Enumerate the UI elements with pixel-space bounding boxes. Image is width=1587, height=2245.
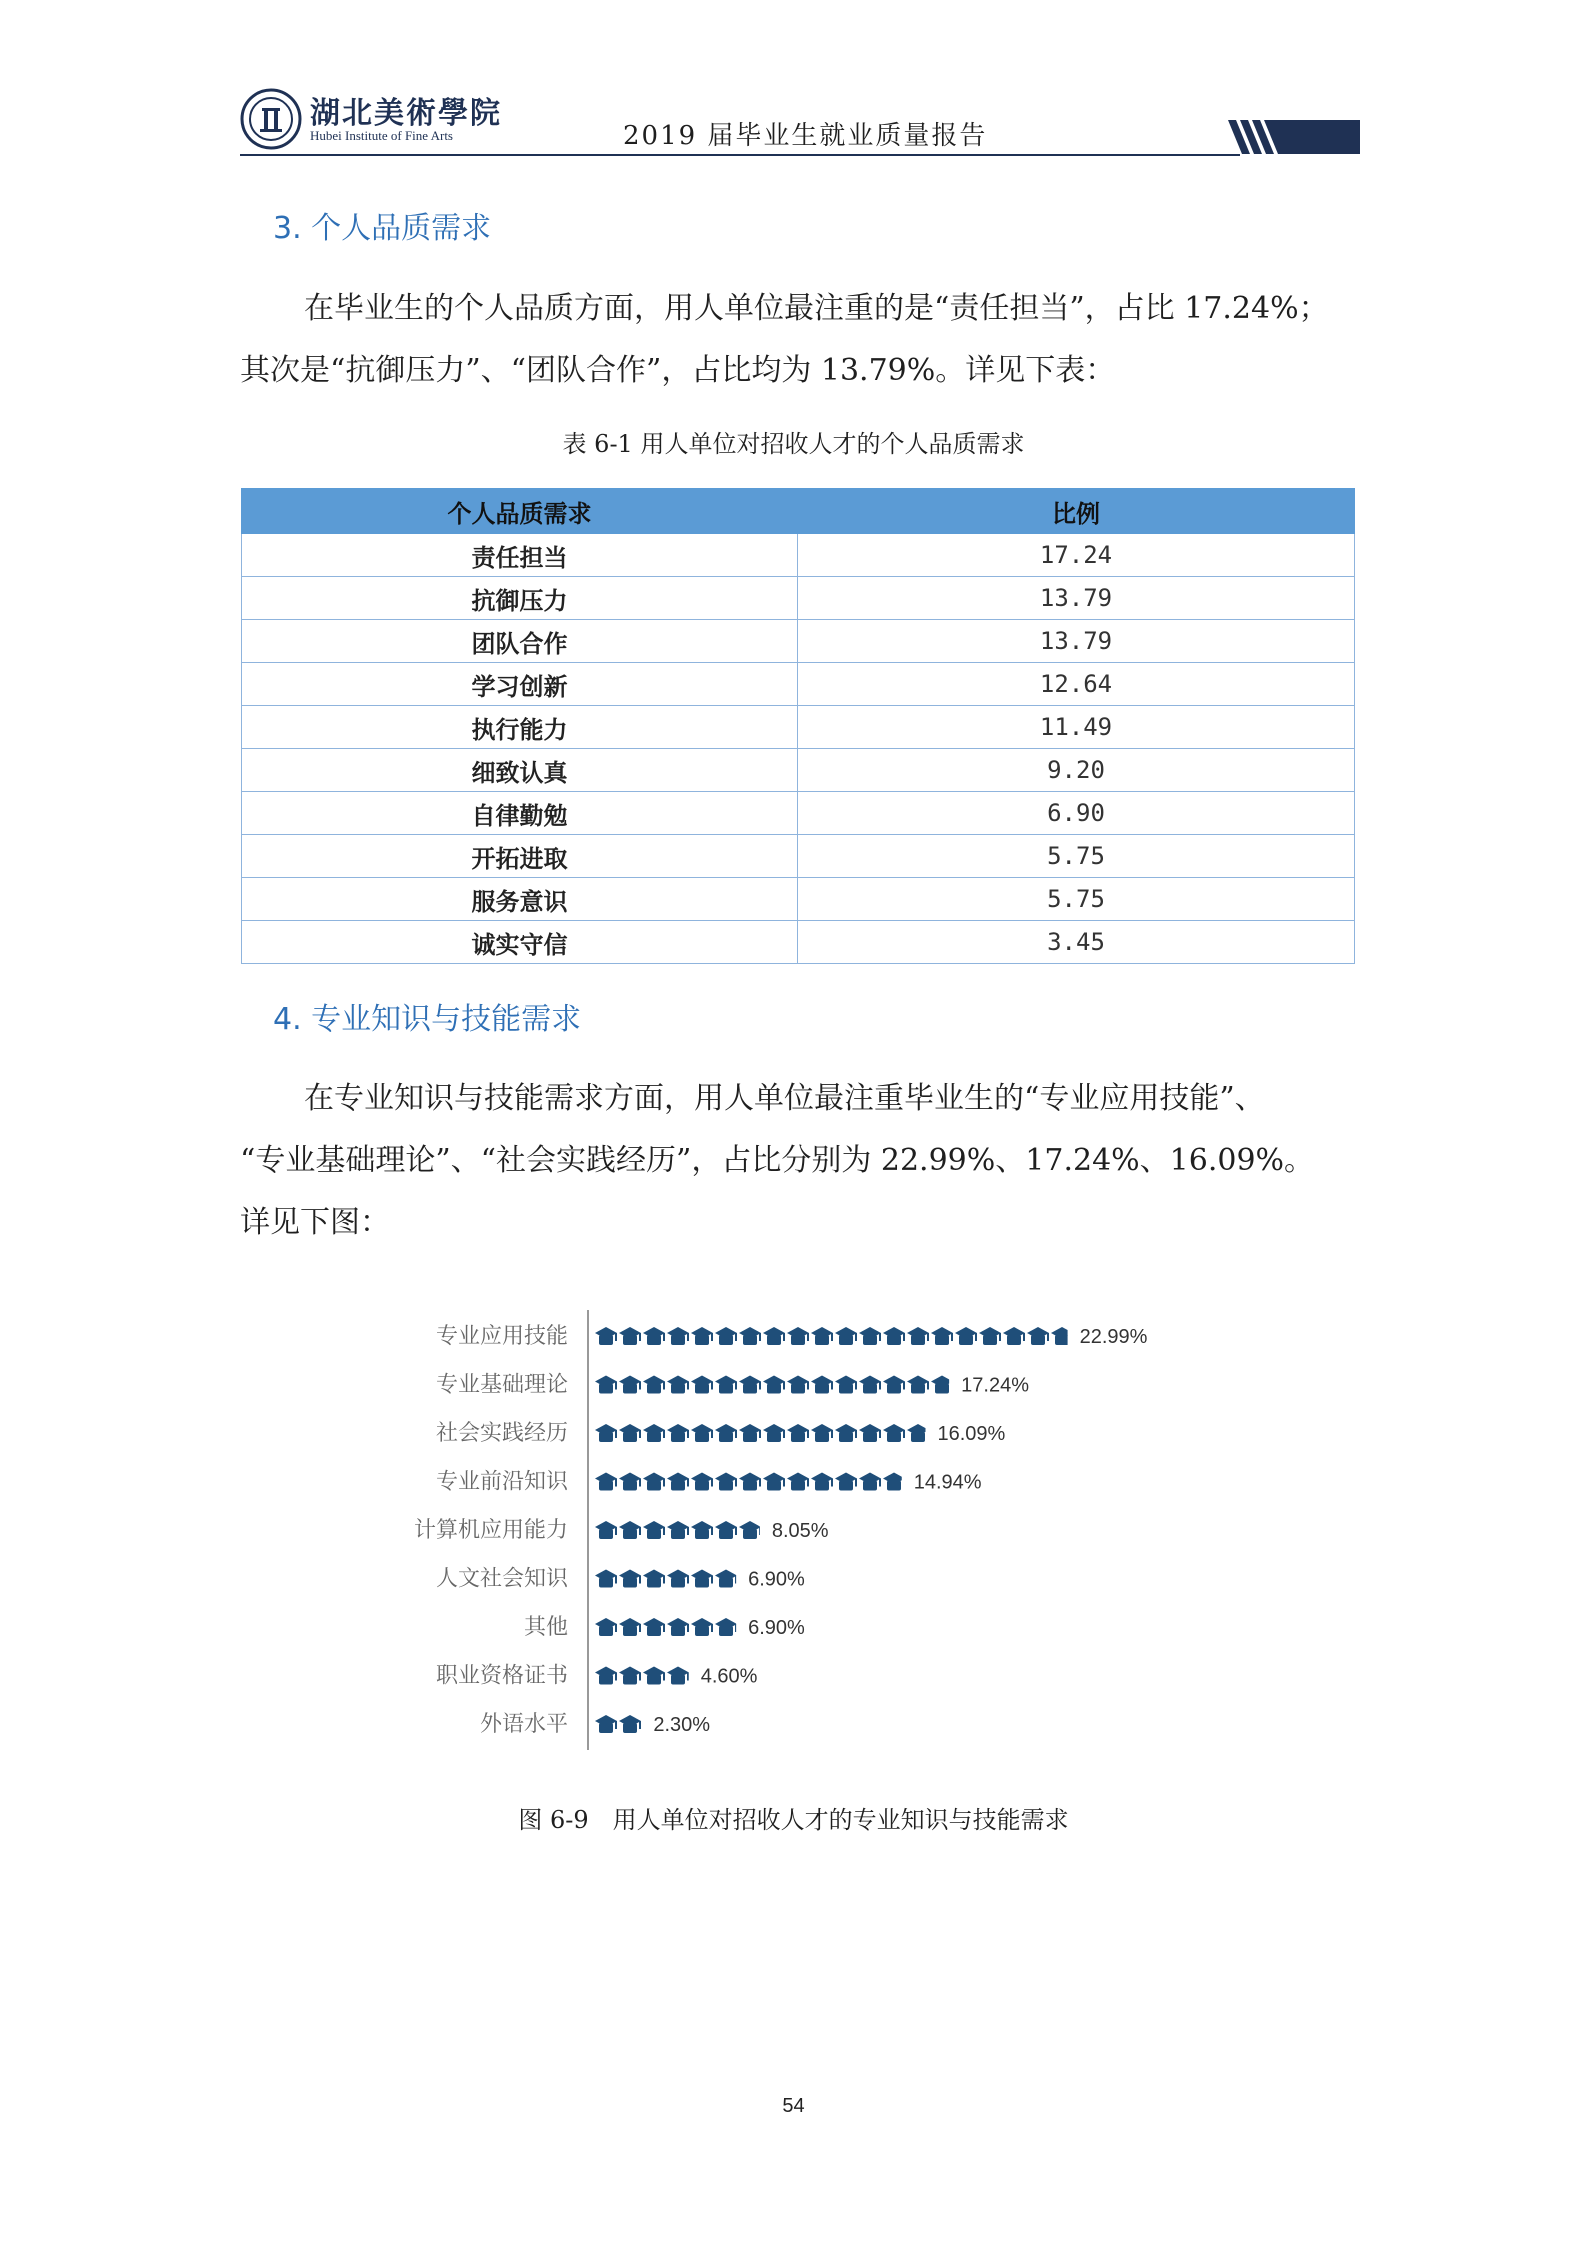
chart-data-label: 14.94% [913,1471,982,1494]
chart-category-label: 社会实践经历 [435,1421,568,1446]
quality-name: 学习创新 [242,663,798,706]
section-4-line-2: “专业基础理论”、“社会实践经历”，占比分别为 22.99%、17.24%、16.09%。 [240,1143,1315,1178]
table-row [242,620,1355,663]
quality-ratio: 5.75 [798,878,1355,921]
section-4-line-1: 在专业知识与技能需求方面，用人单位最注重毕业生的“专业应用技能”、 [304,1081,1265,1116]
header-rule [240,154,1240,156]
school-emblem-icon [240,88,302,150]
quality-ratio: 5.75 [798,835,1355,878]
header-decoration [1228,120,1360,154]
section-4-line-3: 详见下图： [240,1205,390,1240]
chart-bar [595,1327,1073,1345]
chart-data-label: 6.90% [748,1617,805,1639]
chart-category-label: 专业基础理论 [435,1372,568,1398]
page-header [240,82,1360,162]
school-name-en: Hubei Institute of Fine Arts [310,128,453,143]
chart-category-label: 专业应用技能 [435,1324,568,1349]
quality-name: 自律勤勉 [242,792,798,835]
chart-category-label: 专业前沿知识 [435,1469,568,1495]
quality-ratio: 13.79 [798,577,1355,620]
table-row [242,663,1355,706]
table-row [242,577,1355,620]
table-row [242,878,1355,921]
chart-data-label: 2.30% [653,1714,711,1736]
section-3-line-2: 其次是“抗御压力”、“团队合作”，占比均为 13.79%。详见下表： [240,353,1116,388]
chart-bar [595,1473,905,1491]
chart-category-label: 其他 [523,1615,568,1640]
table-row [242,749,1355,792]
chart-data-label: 8.05% [771,1520,829,1542]
section-4-paragraph [240,1068,1360,1254]
quality-ratio: 12.64 [798,663,1355,706]
quality-name: 服务意识 [242,878,798,921]
table-header-quality: 个人品质需求 [242,489,798,534]
table-caption: 表 6-1 用人单位对招收人才的个人品质需求 [562,430,1025,458]
section-4-title: 4. 专业知识与技能需求 [273,1002,582,1037]
quality-ratio: 11.49 [798,706,1355,749]
table-row [242,835,1355,878]
quality-ratio: 3.45 [798,921,1355,964]
quality-name: 执行能力 [242,706,798,749]
quality-ratio: 9.20 [798,749,1355,792]
page-number: 54 [782,2095,805,2117]
table-row [242,706,1355,749]
section-3-line-1: 在毕业生的个人品质方面，用人单位最注重的是“责任担当”，占比 17.24%； [304,291,1329,326]
chart-bar [595,1424,929,1442]
table-header-row [242,489,1355,534]
quality-ratio: 13.79 [798,620,1355,663]
quality-name: 团队合作 [242,620,798,663]
chart-data-label: 22.99% [1079,1326,1148,1348]
chart-category-label: 外语水平 [479,1712,568,1737]
quality-ratio: 17.24 [798,534,1355,577]
quality-name: 开拓进取 [242,835,798,878]
chart-data-label: 6.90% [748,1568,805,1591]
chart-data-label: 16.09% [937,1423,1006,1445]
table-row [242,792,1355,835]
chart-bar [595,1376,953,1394]
report-title: 2019 届毕业生就业质量报告 [623,121,988,151]
quality-ratio: 6.90 [798,792,1355,835]
chart-bar [595,1618,737,1636]
quality-table [241,488,1355,964]
chart-category-label: 职业资格证书 [435,1663,568,1689]
chart-bar [595,1667,689,1685]
table-header-ratio: 比例 [798,489,1355,534]
section-3-title: 3. 个人品质需求 [273,211,492,246]
figure-caption: 图 6-9 用人单位对招收人才的专业知识与技能需求 [518,1806,1069,1834]
chart-bar [595,1715,641,1733]
chart-data-label: 4.60% [700,1665,758,1688]
quality-name: 诚实守信 [242,921,798,964]
section-3-paragraph [240,278,1360,402]
quality-name: 抗御压力 [242,577,798,620]
chart-bar [595,1521,761,1539]
school-name-cn: 湖北美術學院 [310,96,502,131]
table-row [242,921,1355,964]
chart-category-label: 计算机应用能力 [413,1518,568,1543]
skills-bar-chart [380,1300,1280,1760]
chart-data-label: 17.24% [961,1374,1029,1397]
quality-name: 责任担当 [242,534,798,577]
table-row [242,534,1355,577]
chart-bar [595,1570,737,1588]
chart-category-label: 人文社会知识 [435,1566,568,1592]
quality-name: 细致认真 [242,749,798,792]
